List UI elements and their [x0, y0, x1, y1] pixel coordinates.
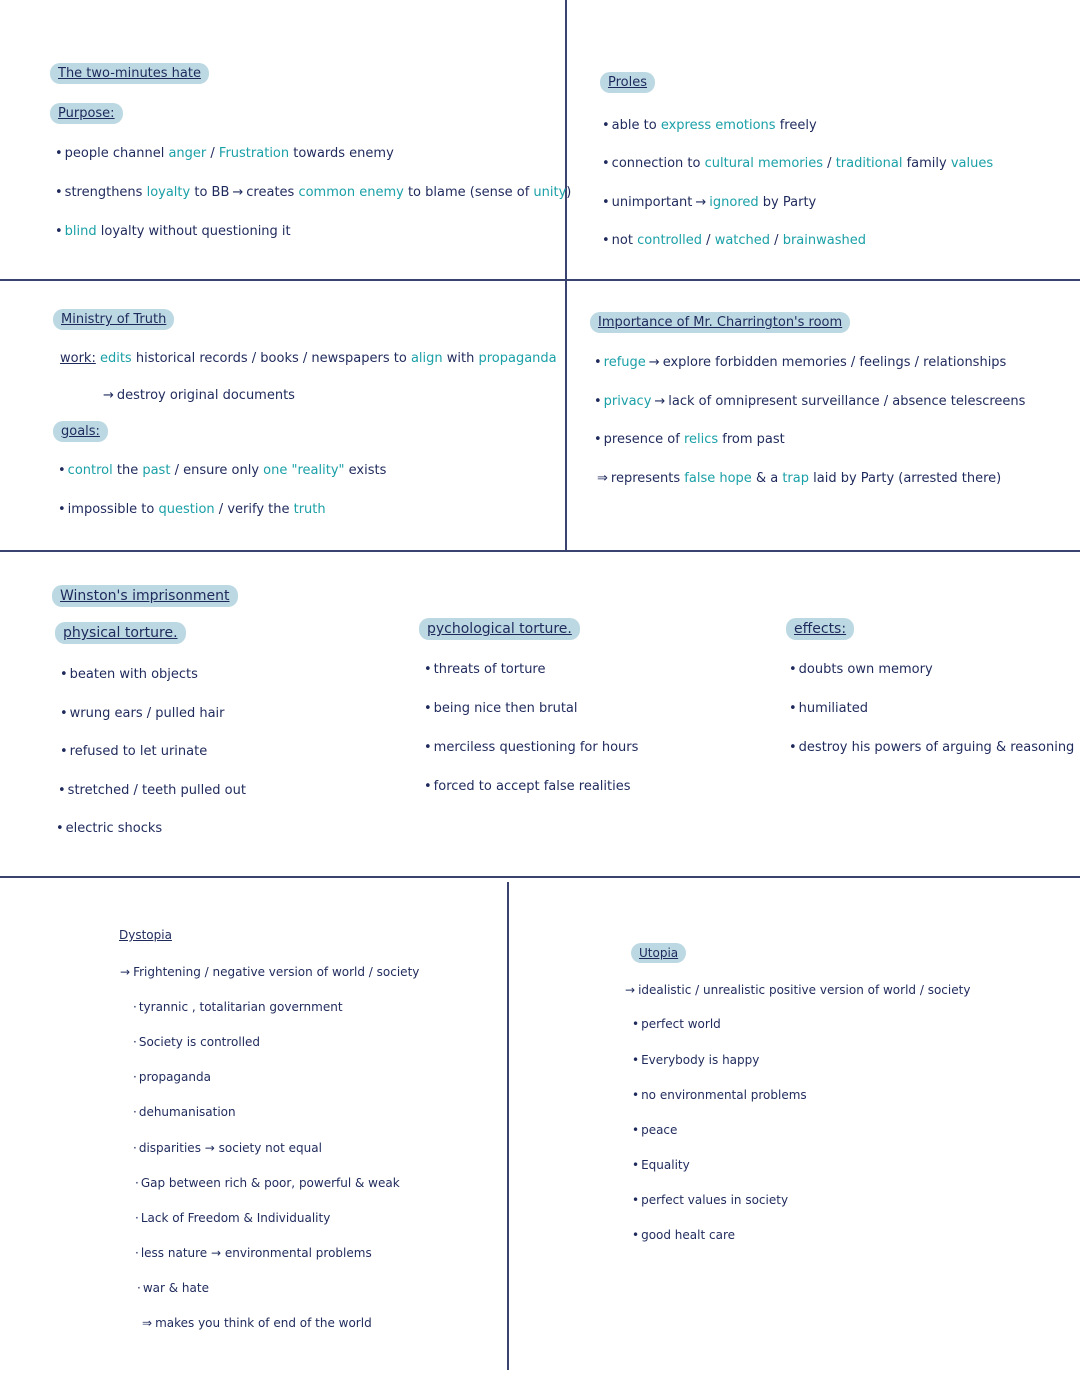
psych-item-1: • threats of torture — [424, 662, 546, 677]
psych-item-2: • being nice then brutal — [424, 701, 578, 716]
divider-row-1 — [0, 279, 1080, 281]
dystopia-item-8: · less nature → environmental problems — [135, 1246, 372, 1260]
ministry-work: work: edits historical records / books / newspapers to align with propaganda — [60, 351, 557, 366]
utopia-title: Utopia — [631, 943, 686, 963]
dystopia-item-7: · Lack of Freedom & Individuality — [135, 1211, 331, 1225]
hate-bullet-3: • blind loyalty without questioning it — [55, 224, 291, 239]
psych-item-4: • forced to accept false realities — [424, 779, 631, 794]
hate-bullet-1: • people channel anger / Frustration towards enemy — [55, 146, 394, 161]
ministry-work-2: → destroy original documents — [103, 388, 295, 403]
dystopia-item-5: · disparities → society not equal — [133, 1141, 322, 1155]
proles-title: Proles — [600, 72, 655, 93]
utopia-item-6: • perfect values in society — [632, 1193, 789, 1207]
physical-item-4: • stretched / teeth pulled out — [58, 783, 246, 798]
charrington-bullet-2: • privacy → lack of omnipresent surveillance / absence telescreens — [594, 394, 1026, 409]
dystopia-item-6: · Gap between rich & poor, powerful & weak — [135, 1176, 400, 1190]
effects-item-1: • doubts own memory — [789, 662, 933, 677]
goals-label: goals: — [53, 421, 108, 442]
charrington-bullet-1: • refuge → explore forbidden memories / feelings / relationships — [594, 355, 1007, 370]
utopia-definition: → idealistic / unrealistic positive version of world / society — [625, 983, 971, 997]
ministry-title: Ministry of Truth — [53, 309, 174, 330]
utopia-item-1: • perfect world — [632, 1017, 721, 1031]
psych-item-3: • merciless questioning for hours — [424, 740, 639, 755]
charrington-bullet-3: • presence of relics from past — [594, 432, 785, 447]
proles-bullet-1: • able to express emotions freely — [602, 118, 817, 133]
proles-bullet-4: • not controlled / watched / brainwashed — [602, 233, 866, 248]
ministry-goal-1: • control the past / ensure only one "reality" exists — [58, 463, 387, 478]
divider-row-2 — [0, 550, 1080, 552]
dystopia-item-3: · propaganda — [133, 1070, 211, 1084]
dystopia-conclusion: ⇒ makes you think of end of the world — [142, 1316, 372, 1330]
dystopia-item-1: · tyrannic , totalitarian government — [133, 1000, 343, 1014]
physical-item-1: • beaten with objects — [60, 667, 198, 682]
utopia-item-4: • peace — [632, 1123, 678, 1137]
dystopia-item-4: · dehumanisation — [133, 1105, 236, 1119]
physical-item-5: • electric shocks — [56, 821, 163, 836]
hate-bullet-2: • strengthens loyalty to BB → creates common enemy to blame (sense of unity) — [55, 185, 572, 200]
effects-item-2: • humiliated — [789, 701, 868, 716]
proles-bullet-3: • unimportant → ignored by Party — [602, 195, 817, 210]
imprisonment-title: Winston's imprisonment — [52, 585, 238, 607]
divider-col-top — [565, 0, 567, 551]
purpose-label: Purpose: — [50, 103, 123, 124]
divider-row-3 — [0, 876, 1080, 878]
utopia-item-7: • good healt care — [632, 1228, 736, 1242]
ministry-goal-2: • impossible to question / verify the truth — [58, 502, 326, 517]
dystopia-item-9: · war & hate — [137, 1281, 209, 1295]
charrington-bullet-4: ⇒ represents false hope & a trap laid by Party (arrested there) — [597, 471, 1002, 486]
dystopia-title: Dystopia — [119, 928, 172, 942]
proles-bullet-2: • connection to cultural memories / traditional family values — [602, 156, 994, 171]
dystopia-definition: → Frightening / negative version of world / society — [120, 965, 420, 979]
effects-label: effects: — [786, 618, 854, 640]
physical-item-2: • wrung ears / pulled hair — [60, 706, 225, 721]
utopia-item-2: • Everybody is happy — [632, 1053, 760, 1067]
utopia-item-5: • Equality — [632, 1158, 690, 1172]
physical-item-3: • refused to let urinate — [60, 744, 208, 759]
divider-col-bottom — [507, 882, 509, 1370]
charrington-title: Importance of Mr. Charrington's room — [590, 312, 850, 333]
psych-torture-label: pychological torture. — [419, 618, 580, 640]
effects-item-3: • destroy his powers of arguing & reasoning — [789, 740, 1075, 755]
two-minutes-hate-title: The two-minutes hate — [50, 63, 209, 84]
dystopia-item-2: · Society is controlled — [133, 1035, 261, 1049]
utopia-item-3: • no environmental problems — [632, 1088, 807, 1102]
physical-torture-label: physical torture. — [55, 622, 186, 644]
